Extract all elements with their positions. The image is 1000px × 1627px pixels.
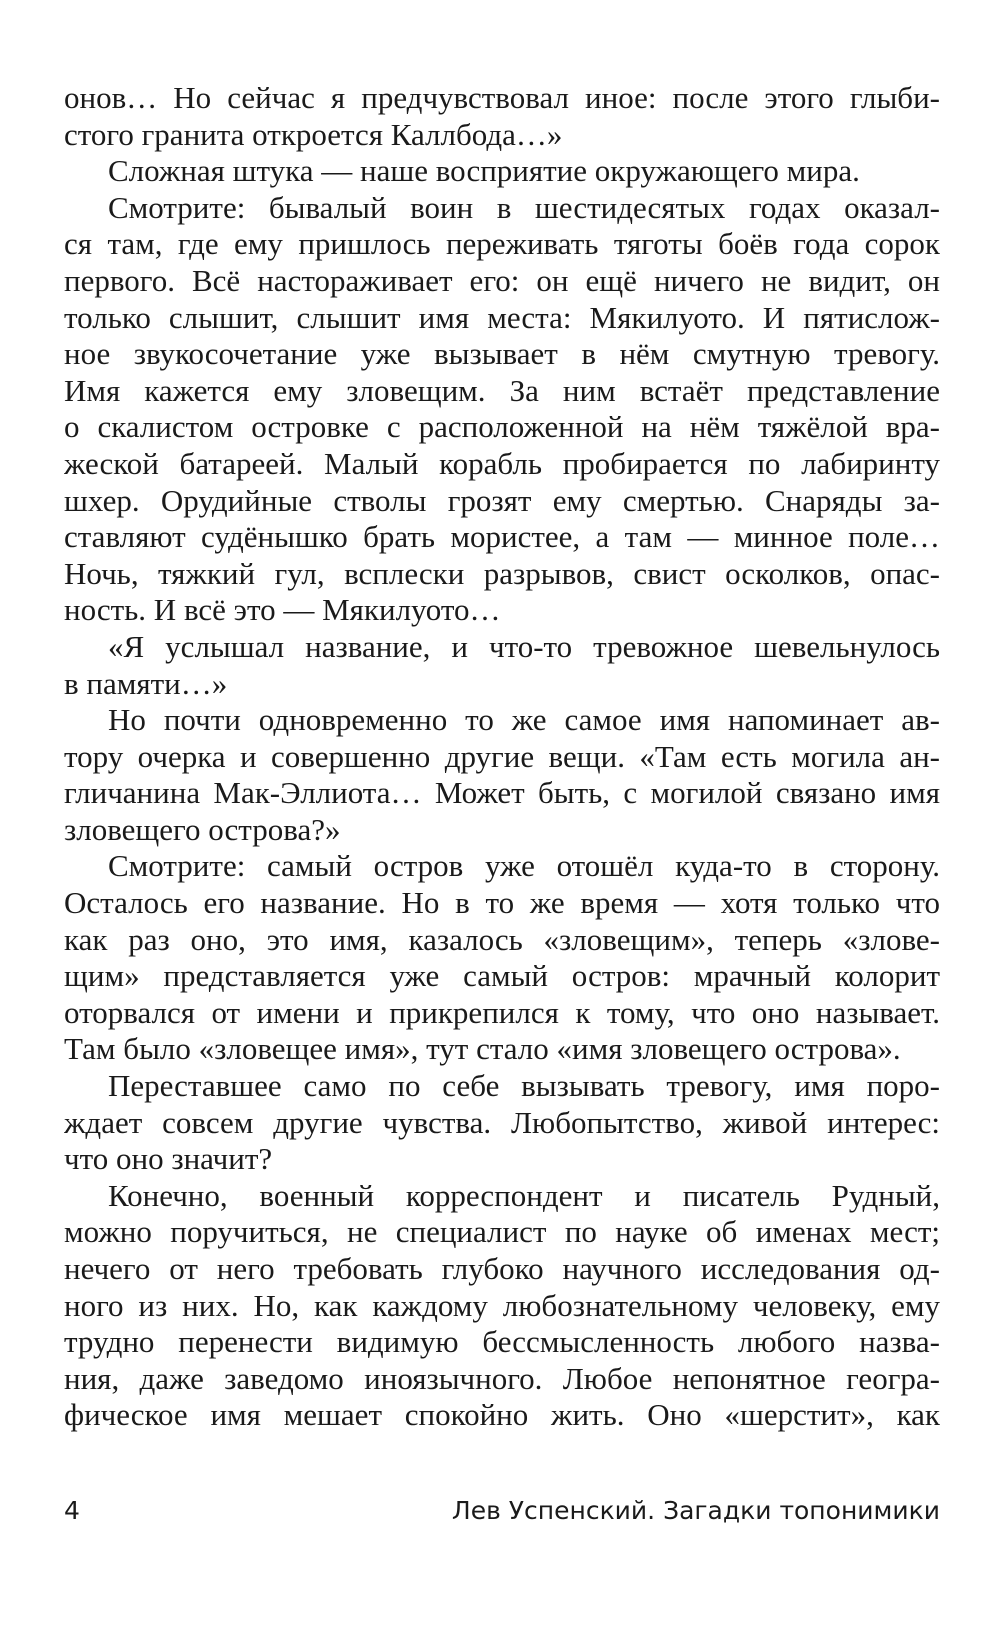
text-line: Ночь, тяжкий гул, всплески разрывов, свист осколков, опас- — [64, 555, 940, 591]
text-line: Сложная штука — наше восприятие окружающего мира. — [108, 153, 860, 189]
page-number: 4 — [64, 1496, 80, 1525]
text-line: только слышит, слышит имя места: Мякилуото. И пятислож- — [64, 299, 940, 335]
text-line: стого гранита откроется Каллбода…» — [64, 116, 563, 152]
text-line: ся там, где ему пришлось переживать тяготы боёв года сорок — [64, 226, 940, 262]
text-line: ность. И всё это — Мякилуото… — [64, 592, 501, 628]
text-line: что оно значит? — [64, 1141, 273, 1177]
text-line: гличанина Мак-Эллиота… Может быть, с могилой связано имя — [64, 775, 940, 811]
text-line: щим» представляется уже самый остров: мрачный колорит — [64, 958, 940, 994]
text-line: ждает совсем другие чувства. Любопытство, живой интерес: — [64, 1104, 940, 1140]
text-line: Конечно, военный корреспондент и писатель Рудный, — [108, 1177, 940, 1213]
text-line: трудно перенести видимую бессмысленность любого назва- — [64, 1324, 940, 1360]
text-line: фическое имя мешает спокойно жить. Оно «шерстит», как — [64, 1397, 940, 1433]
text-line: первого. Всё настораживает его: он ещё ничего не видит, он — [64, 262, 940, 298]
text-line: можно поручиться, не специалист по науке об именах мест; — [64, 1214, 940, 1250]
page-body-text — [64, 80, 940, 1434]
text-line: Переставшее само по себе вызывать тревогу, имя поро- — [108, 1068, 940, 1104]
text-line: онов… Но сейчас я предчувствовал иное: после этого глыби- — [64, 80, 940, 115]
text-line: шхер. Орудийные стволы грозят ему смертью. Снаряды за- — [64, 482, 940, 518]
text-line: Смотрите: самый остров уже отошёл куда-то в сторону. — [108, 848, 940, 884]
text-line: Смотрите: бывалый воин в шестидесятых годах оказал- — [108, 189, 940, 225]
text-line: Но почти одновременно то же самое имя напоминает ав- — [108, 702, 940, 738]
page-footer — [64, 1496, 940, 1536]
text-line: Имя кажется ему зловещим. За ним встаёт представление — [64, 372, 940, 408]
text-line: о скалистом островке с расположенной на нём тяжёлой вра- — [64, 409, 940, 445]
text-line: нечего от него требовать глубоко научного исследования од- — [64, 1251, 940, 1286]
text-line: тору очерка и совершенно другие вещи. «Там есть могила ан- — [64, 738, 940, 774]
text-line: в памяти…» — [64, 665, 228, 701]
text-line: оторвался от имени и прикрепился к тому, что оно называет. — [64, 994, 940, 1030]
text-line: как раз оно, это имя, казалось «зловещим», теперь «злове- — [64, 921, 940, 957]
text-line: Там было «зловещее имя», тут стало «имя зловещего острова». — [64, 1031, 901, 1067]
text-line: зловещего острова?» — [64, 811, 341, 847]
text-line: жеской батареей. Малый корабль пробирается по лабиринту — [64, 445, 940, 481]
running-title: Лев Успенский. Загадки топонимики — [451, 1496, 940, 1525]
text-line: Осталось его название. Но в то же время — хотя только что — [64, 885, 940, 921]
text-line: ное звукосочетание уже вызывает в нём смутную тревогу. — [64, 336, 940, 372]
text-line: ния, даже заведомо иноязычного. Любое непонятное геогра- — [64, 1360, 940, 1396]
text-line: «Я услышал название, и что-то тревожное шевельнулось — [108, 628, 940, 664]
text-line: ного из них. Но, как каждому любознательному человеку, ему — [64, 1287, 940, 1323]
text-line: ставляют судёнышко брать мористее, а там — минное поле… — [64, 519, 940, 555]
